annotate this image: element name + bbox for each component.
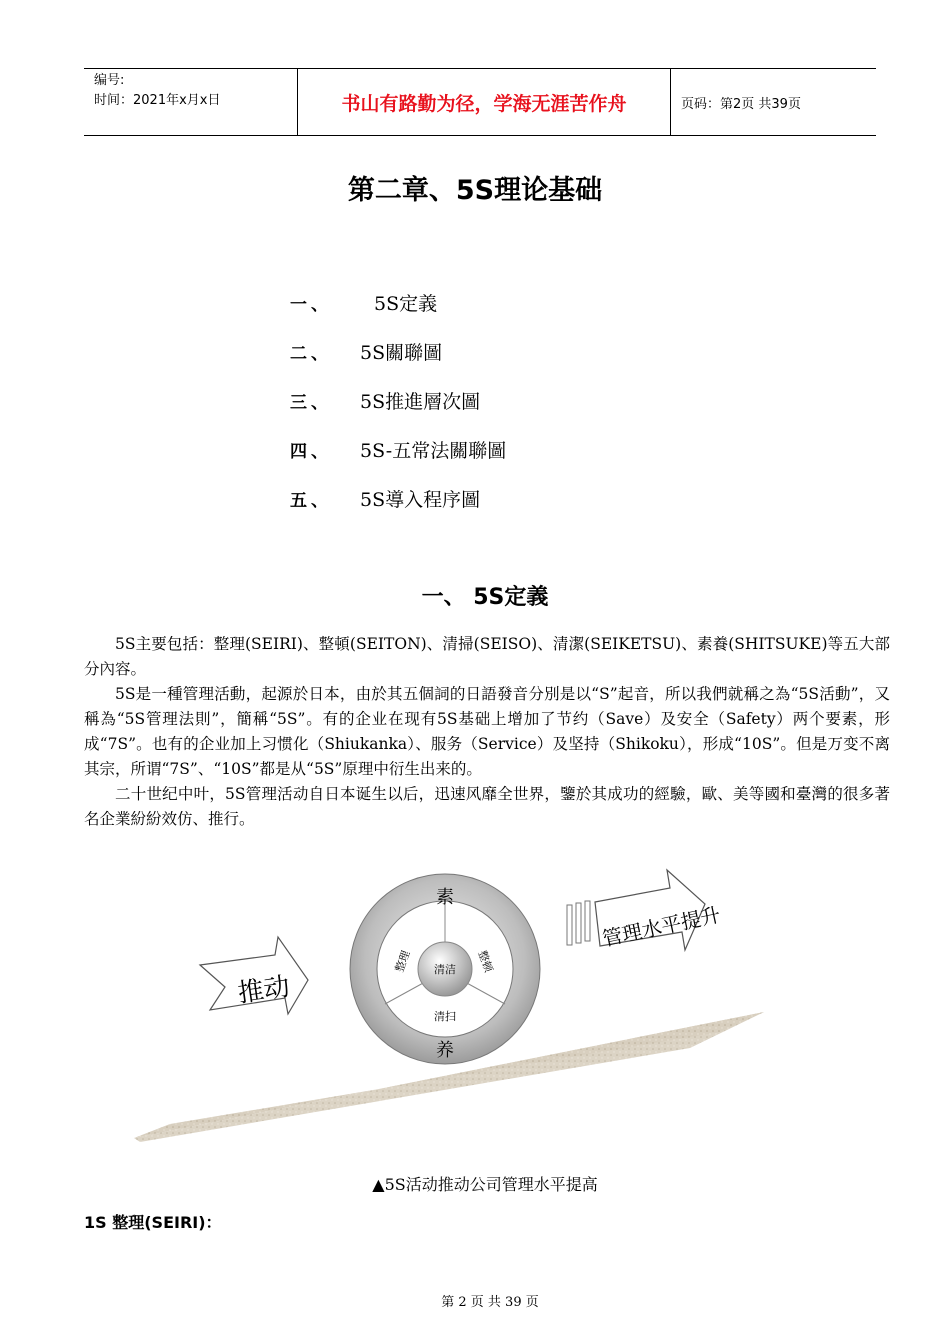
header-page: 页码：第2页 共39页 [681, 96, 801, 112]
figure-caption: ▲5S活动推动公司管理水平提高 [372, 1175, 598, 1194]
5s-diagram [130, 862, 770, 1152]
table-of-contents [290, 278, 506, 523]
toc-num: 二、 [290, 344, 332, 364]
number-label: 编号: [94, 73, 125, 88]
section-title: 一、 5S定義 [421, 585, 549, 610]
toc-item [290, 327, 506, 376]
toc-text: 5S推進層次圖 [360, 391, 481, 413]
toc-item [290, 425, 506, 474]
toc-item [290, 278, 506, 327]
toc-num: 一、 [290, 295, 332, 315]
header-motto: 书山有路勤为径，学海无涯苦作舟 [297, 69, 671, 135]
paragraph: 5S主要包括：整理(SEIRI)、整頓(SEITON)、清掃(SEISO)、清潔(SEIKETSU)、素養(SHITSUKE)等五大部分內容。 [84, 635, 890, 678]
header-table [84, 68, 876, 136]
chapter-title: 第二章、5S理论基础 [347, 175, 603, 206]
upgrade-arrow-label: 管理水平提升 [600, 902, 723, 951]
ring-top-label: 素 [436, 887, 454, 908]
subheading: 1S 整理(SEIRI)： [84, 1213, 222, 1232]
toc-num: 五、 [290, 491, 332, 511]
page-footer: 第 2 页 共 39 页 [441, 1295, 539, 1310]
paragraph: 二十世纪中叶，5S管理活动自日本诞生以后，迅速风靡全世界，鑒於其成功的經驗，歐、美等國和臺灣的很多著名企業紛紛效仿、推行。 [84, 785, 890, 828]
ring-bottom-label: 养 [436, 1040, 454, 1061]
push-arrow-label: 推动 [235, 971, 292, 1009]
time-label: 时间：2021年x月x日 [94, 93, 221, 108]
toc-item [290, 474, 506, 523]
paragraph: 5S是一種管理活動，起源於日本，由於其五個詞的日語發音分別是以“S”起音，所以我們就稱之為“5S活動”，又稱為“5S管理法則”，簡稱“5S”。有的企业在现有5S基础上增加了节约（Save）及安全（Safety）两个要素，形成“7S”。也有的企业加上习惯化（Shiukanka）、服务（Service）及坚持（Shikoku），形成“10S”。但是万变不离其宗，所谓“7S”、“10S”都是从“5S”原理中衍生出来的。 [84, 685, 890, 778]
segment-right-label: 整顿 [475, 948, 496, 974]
stripe-marks [567, 901, 590, 945]
toc-text: 5S定義 [374, 293, 438, 315]
body-text [84, 632, 890, 832]
segment-bottom-label: 清扫 [434, 1010, 456, 1023]
toc-num: 四、 [290, 442, 332, 462]
toc-text: 5S關聯圖 [360, 342, 443, 364]
toc-item [290, 376, 506, 425]
header-meta [84, 69, 297, 135]
center-label: 清洁 [434, 963, 456, 976]
segment-left-label: 整理 [392, 948, 413, 974]
toc-num: 三、 [290, 393, 332, 413]
toc-text: 5S-五常法關聯圖 [360, 440, 507, 462]
toc-text: 5S導入程序圖 [360, 489, 481, 511]
